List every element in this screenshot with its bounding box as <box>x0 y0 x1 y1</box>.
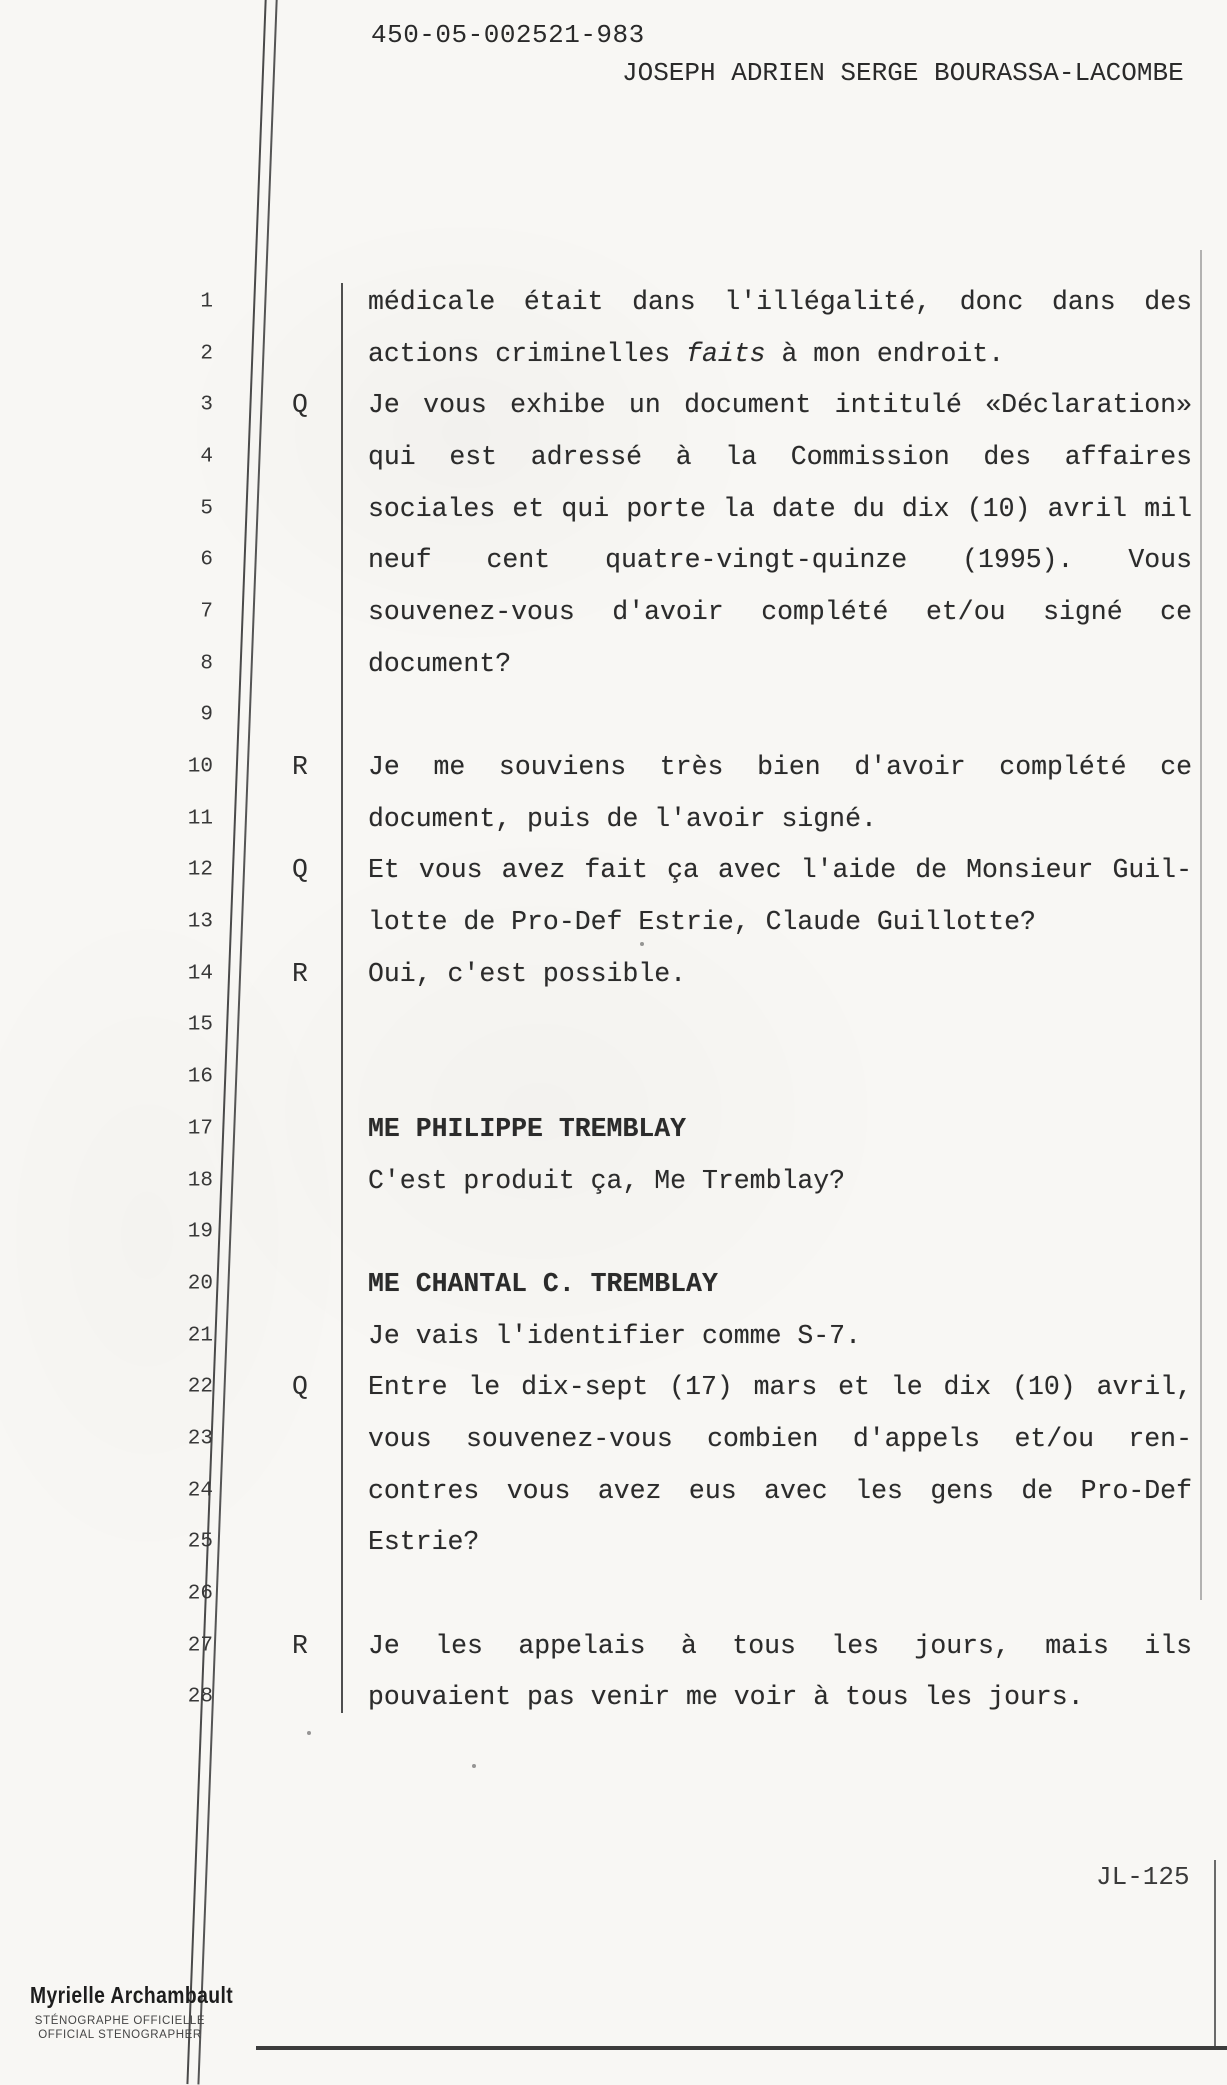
line-number: 26 <box>187 1582 213 1606</box>
case-number: 450-05-002521-983 <box>371 20 645 50</box>
transcript-text: qui est adressé à la Commission des affaires <box>368 441 1192 472</box>
line-number: 9 <box>200 703 213 727</box>
line-number: 28 <box>187 1685 213 1709</box>
transcript-text: Entre le dix-sept (17) mars et le dix (10) avril, <box>368 1372 1192 1403</box>
speaker-marker: Q <box>292 390 308 421</box>
speaker-marker: R <box>292 958 308 989</box>
transcript-text: médicale était dans l'illégalité, donc dans des <box>368 286 1192 317</box>
transcript-row <box>0 586 1227 638</box>
transcript-row <box>0 1413 1227 1465</box>
line-number: 20 <box>187 1272 213 1296</box>
page-edge-shadow-bottom <box>1214 1860 1216 2048</box>
line-number: 5 <box>200 497 213 521</box>
transcript-text: ME PHILIPPE TREMBLAY <box>368 1113 687 1144</box>
line-number: 24 <box>187 1479 213 1503</box>
line-number: 6 <box>200 548 213 572</box>
transcript-text: document, puis de l'avoir signé. <box>368 803 877 834</box>
transcript-text: Oui, c'est possible. <box>368 958 687 989</box>
transcript-text: contres vous avez eus avec les gens de Pro-Def <box>368 1475 1192 1506</box>
transcript-row <box>0 1517 1227 1569</box>
transcript-text: C'est produit ça, Me Tremblay? <box>368 1165 846 1196</box>
speaker-marker: Q <box>292 855 308 886</box>
stenographer-title-fr: STÉNOGRAPHE OFFICIELLE <box>34 2015 206 2027</box>
line-number: 8 <box>200 652 213 676</box>
line-number: 18 <box>187 1169 213 1193</box>
transcript-row <box>0 379 1227 431</box>
transcript-row <box>0 1361 1227 1413</box>
transcript-text: neuf cent quatre-vingt-quinze (1995). Vous <box>368 545 1192 576</box>
transcript-row <box>0 1620 1227 1672</box>
transcript-text: lotte de Pro-Def Estrie, Claude Guillotte? <box>368 907 1036 938</box>
transcript-text: vous souvenez-vous combien d'appels et/ou ren- <box>368 1423 1192 1454</box>
transcript-body <box>0 276 1227 1723</box>
transcript-text: Et vous avez fait ça avec l'aide de Monsieur Guil- <box>368 855 1192 886</box>
line-number: 16 <box>187 1065 213 1089</box>
line-number: 23 <box>187 1427 213 1451</box>
transcript-text: sociales et qui porte la date du dix (10) avril mil <box>368 493 1192 524</box>
line-number: 12 <box>187 858 213 882</box>
line-number: 22 <box>187 1375 213 1399</box>
transcript-row <box>0 638 1227 690</box>
line-number: 25 <box>187 1530 213 1554</box>
transcript-text: Je vous exhibe un document intitulé «Déclaration» <box>368 390 1192 421</box>
page-label: JL-125 <box>1096 1862 1190 1892</box>
line-number: 1 <box>200 290 213 314</box>
transcript-text: Estrie? <box>368 1527 480 1558</box>
line-number: 4 <box>200 445 213 469</box>
scan-speck <box>307 1731 311 1735</box>
transcript-row <box>0 276 1227 328</box>
transcript-row <box>0 1206 1227 1258</box>
scan-speck <box>472 1764 476 1768</box>
transcript-row <box>0 1465 1227 1517</box>
transcript-row <box>0 1568 1227 1620</box>
transcript-row <box>0 741 1227 793</box>
transcript-text: ME CHANTAL C. TREMBLAY <box>368 1268 718 1299</box>
transcript-row <box>0 1103 1227 1155</box>
transcript-row <box>0 896 1227 948</box>
line-number: 11 <box>187 807 213 831</box>
transcript-row <box>0 1672 1227 1724</box>
line-number: 14 <box>187 962 213 986</box>
transcript-row <box>0 1155 1227 1207</box>
line-number: 15 <box>187 1013 213 1037</box>
speaker-marker: Q <box>292 1372 308 1403</box>
transcript-text: Je me souviens très bien d'avoir complété ce <box>368 752 1192 783</box>
transcript-text: souvenez-vous d'avoir complété et/ou signé ce <box>368 596 1192 627</box>
bottom-scan-edge <box>256 2046 1227 2050</box>
speaker-marker: R <box>292 1630 308 1661</box>
transcript-row <box>0 793 1227 845</box>
stenographer-title-en: OFFICIAL STENOGRAPHER <box>38 2029 202 2041</box>
transcript-row <box>0 483 1227 535</box>
transcript-row <box>0 845 1227 897</box>
transcript-row <box>0 1258 1227 1310</box>
line-number: 19 <box>187 1220 213 1244</box>
speaker-marker: R <box>292 752 308 783</box>
transcript-row <box>0 1000 1227 1052</box>
line-number: 27 <box>187 1634 213 1658</box>
transcript-text: actions criminelles faits à mon endroit. <box>368 338 1005 369</box>
transcript-row <box>0 690 1227 742</box>
transcript-row <box>0 534 1227 586</box>
line-number: 21 <box>187 1324 213 1348</box>
transcript-row <box>0 1051 1227 1103</box>
stenographer-stamp <box>30 1982 234 2041</box>
line-number: 7 <box>200 600 213 624</box>
transcript-text: pouvaient pas venir me voir à tous les jours. <box>368 1682 1084 1713</box>
transcript-row <box>0 431 1227 483</box>
transcript-text: document? <box>368 648 512 679</box>
line-number: 10 <box>187 755 213 779</box>
witness-name: JOSEPH ADRIEN SERGE BOURASSA-LACOMBE <box>622 58 1184 88</box>
line-number: 17 <box>187 1117 213 1141</box>
transcript-row <box>0 328 1227 380</box>
transcript-row <box>0 1310 1227 1362</box>
stenographer-name: Myrielle Archambault <box>30 1982 234 2008</box>
line-number: 2 <box>200 342 213 366</box>
transcript-row <box>0 948 1227 1000</box>
transcript-text: Je les appelais à tous les jours, mais ils <box>368 1630 1192 1661</box>
line-number: 13 <box>187 910 213 934</box>
transcript-text: Je vais l'identifier comme S-7. <box>368 1320 861 1351</box>
line-number: 3 <box>200 393 213 417</box>
